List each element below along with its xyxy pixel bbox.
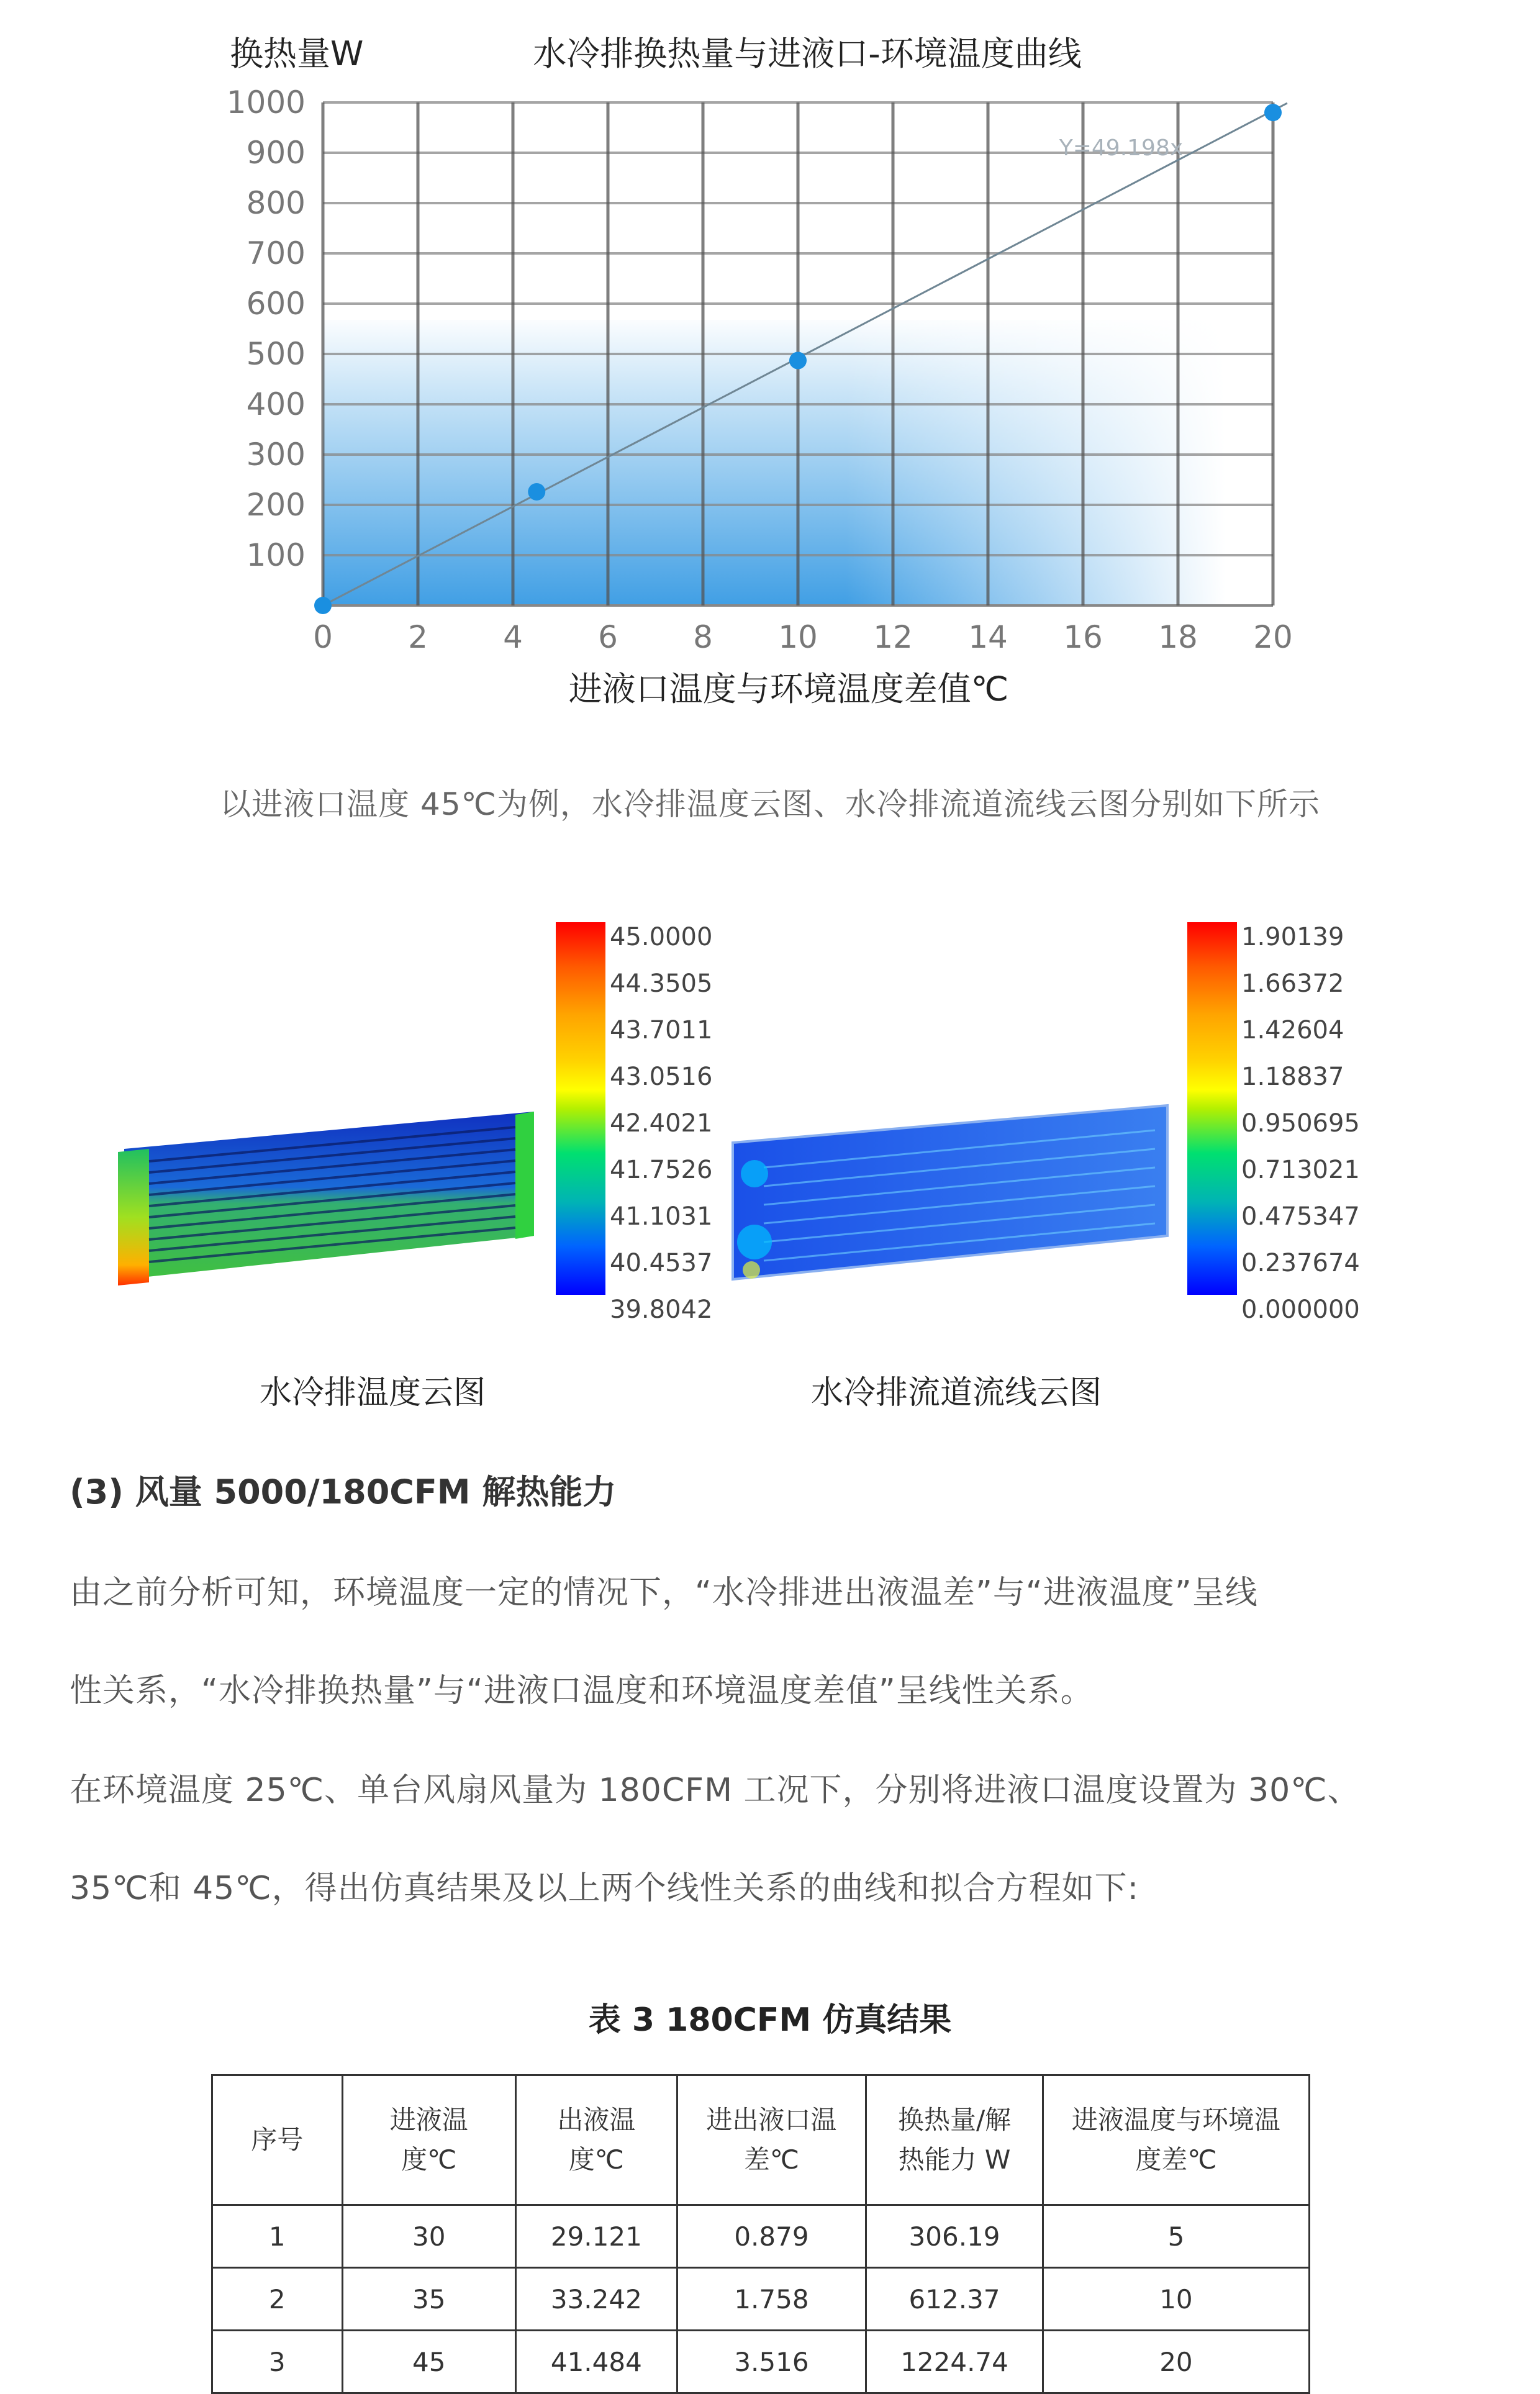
legend-label: 0.237674 xyxy=(1241,1249,1360,1277)
table-header-cell xyxy=(866,2075,1043,2205)
simulation-results-table xyxy=(211,2074,1310,2394)
data-point xyxy=(1264,104,1282,121)
paragraph-line-3: 在环境温度 25℃、单台风扇风量为 180CFM 工况下，分别将进液口温度设置为 30℃、 xyxy=(70,1772,1361,1809)
y-tick-label: 800 xyxy=(246,185,306,221)
data-point xyxy=(314,597,332,614)
paragraph-line-1: 由之前分析可知，环境温度一定的情况下，“水冷排进出液温差”与“进液温度”呈线 xyxy=(70,1574,1258,1612)
x-tick-label: 8 xyxy=(693,619,713,655)
table-cell: 20 xyxy=(1043,2331,1309,2393)
y-tick-label: 400 xyxy=(246,386,306,422)
table-title: 表 3 180CFM 仿真结果 xyxy=(588,2002,952,2039)
legend-label: 39.8042 xyxy=(610,1295,713,1324)
table-row xyxy=(212,2268,1310,2331)
data-point xyxy=(789,352,807,370)
table-cell: 1.758 xyxy=(677,2268,866,2331)
header-text: 换热量/解 xyxy=(897,2105,1012,2135)
table-body xyxy=(212,2205,1310,2393)
header-text: 差℃ xyxy=(743,2144,800,2175)
flow-legend-bar xyxy=(1187,922,1237,1295)
table-header-cell xyxy=(677,2075,866,2205)
x-tick-label: 14 xyxy=(968,619,1008,655)
legend-label: 43.7011 xyxy=(610,1016,713,1045)
section-title: (3) 风量 5000/180CFM 解热能力 xyxy=(70,1472,617,1512)
table-header-cell xyxy=(212,2075,343,2205)
temperature-figure-caption: 水冷排温度云图 xyxy=(259,1374,486,1412)
table-cell: 612.37 xyxy=(866,2268,1043,2331)
header-text: 度℃ xyxy=(401,2144,457,2175)
header-text: 度差℃ xyxy=(1135,2144,1217,2175)
header-text: 序号 xyxy=(251,2124,304,2155)
header-text: 进液温度与环境温 xyxy=(1071,2105,1280,2135)
table-header-row xyxy=(212,2075,1310,2205)
x-tick-label: 20 xyxy=(1253,619,1293,655)
legend-label: 41.1031 xyxy=(610,1202,713,1231)
legend-label: 41.7526 xyxy=(610,1156,713,1184)
chart-title: 水冷排换热量与进液口-环境温度曲线 xyxy=(533,34,1082,73)
legend-label: 42.4021 xyxy=(610,1109,713,1138)
table-cell: 10 xyxy=(1043,2268,1309,2331)
table-cell: 306.19 xyxy=(866,2205,1043,2268)
y-tick-label: 1000 xyxy=(226,84,306,120)
table-row xyxy=(212,2331,1310,2393)
table-cell: 3 xyxy=(212,2331,343,2393)
table-cell: 1 xyxy=(212,2205,343,2268)
table-cell: 2 xyxy=(212,2268,343,2331)
x-tick-label: 6 xyxy=(598,619,618,655)
x-tick-label: 2 xyxy=(408,619,428,655)
x-tick-label: 0 xyxy=(313,619,333,655)
legend-label: 43.0516 xyxy=(610,1063,713,1091)
table-cell: 30 xyxy=(342,2205,515,2268)
table-cell: 35 xyxy=(342,2268,515,2331)
y-tick-labels xyxy=(227,84,306,573)
y-tick-label: 200 xyxy=(246,487,306,523)
y-tick-label: 100 xyxy=(246,537,306,573)
x-tick-label: 12 xyxy=(873,619,913,655)
legend-label: 40.4537 xyxy=(610,1249,713,1277)
table-cell: 1224.74 xyxy=(866,2331,1043,2393)
x-tick-labels xyxy=(313,619,1293,655)
data-point xyxy=(528,483,545,501)
figure-intro-caption: 以进液口温度 45℃为例，水冷排温度云图、水冷排流道流线云图分别如下所示 xyxy=(220,786,1320,822)
streamline-figure-caption: 水冷排流道流线云图 xyxy=(810,1374,1102,1412)
y-tick-label: 500 xyxy=(246,336,306,372)
legend-label: 1.42604 xyxy=(1241,1016,1344,1045)
legend-label: 45.0000 xyxy=(610,923,713,951)
paragraph-line-2: 性关系，“水冷排换热量”与“进液口温度和环境温度差值”呈线性关系。 xyxy=(70,1672,1094,1710)
legend-label: 1.18837 xyxy=(1241,1063,1344,1091)
x-tick-label: 16 xyxy=(1063,619,1103,655)
table-header-cell xyxy=(342,2075,515,2205)
legend-label: 0.000000 xyxy=(1241,1295,1360,1324)
temperature-legend-bar xyxy=(556,922,605,1295)
legend-label: 44.3505 xyxy=(610,969,713,998)
table-header-cell xyxy=(516,2075,677,2205)
temperature-contour-image xyxy=(112,1093,546,1292)
y-tick-label: 300 xyxy=(246,437,306,473)
streamline-contour-image xyxy=(727,1093,1180,1292)
y-tick-label: 900 xyxy=(246,135,306,171)
table-cell: 29.121 xyxy=(516,2205,677,2268)
table-row xyxy=(212,2205,1310,2268)
x-tick-label: 18 xyxy=(1158,619,1198,655)
table-cell: 41.484 xyxy=(516,2331,677,2393)
header-text: 进液温 xyxy=(389,2105,468,2135)
legend-label: 0.475347 xyxy=(1241,1202,1360,1231)
x-axis-label: 进液口温度与环境温度差值℃ xyxy=(568,669,1009,709)
header-text: 热能力 W xyxy=(898,2144,1011,2175)
trend-label: Y=49.198x xyxy=(1059,135,1184,161)
table-header-cell xyxy=(1043,2075,1309,2205)
header-text: 进出液口温 xyxy=(706,2105,837,2135)
y-tick-label: 700 xyxy=(246,235,306,271)
table-cell: 3.516 xyxy=(677,2331,866,2393)
paragraph-line-4: 35℃和 45℃，得出仿真结果及以上两个线性关系的曲线和拟合方程如下: xyxy=(70,1870,1139,1907)
header-text: 度℃ xyxy=(568,2144,624,2175)
x-tick-label: 10 xyxy=(778,619,818,655)
legend-label: 1.66372 xyxy=(1241,969,1344,998)
legend-label: 1.90139 xyxy=(1241,923,1344,951)
y-axis-label: 换热量W xyxy=(230,34,364,73)
table-cell: 0.879 xyxy=(677,2205,866,2268)
y-tick-label: 600 xyxy=(246,286,306,322)
table-cell: 45 xyxy=(342,2331,515,2393)
legend-label: 0.713021 xyxy=(1241,1156,1360,1184)
table-cell: 33.242 xyxy=(516,2268,677,2331)
x-tick-label: 4 xyxy=(503,619,523,655)
header-text: 出液温 xyxy=(557,2105,636,2135)
legend-label: 0.950695 xyxy=(1241,1109,1360,1138)
table-cell: 5 xyxy=(1043,2205,1309,2268)
heat-exchange-chart xyxy=(0,0,1540,733)
